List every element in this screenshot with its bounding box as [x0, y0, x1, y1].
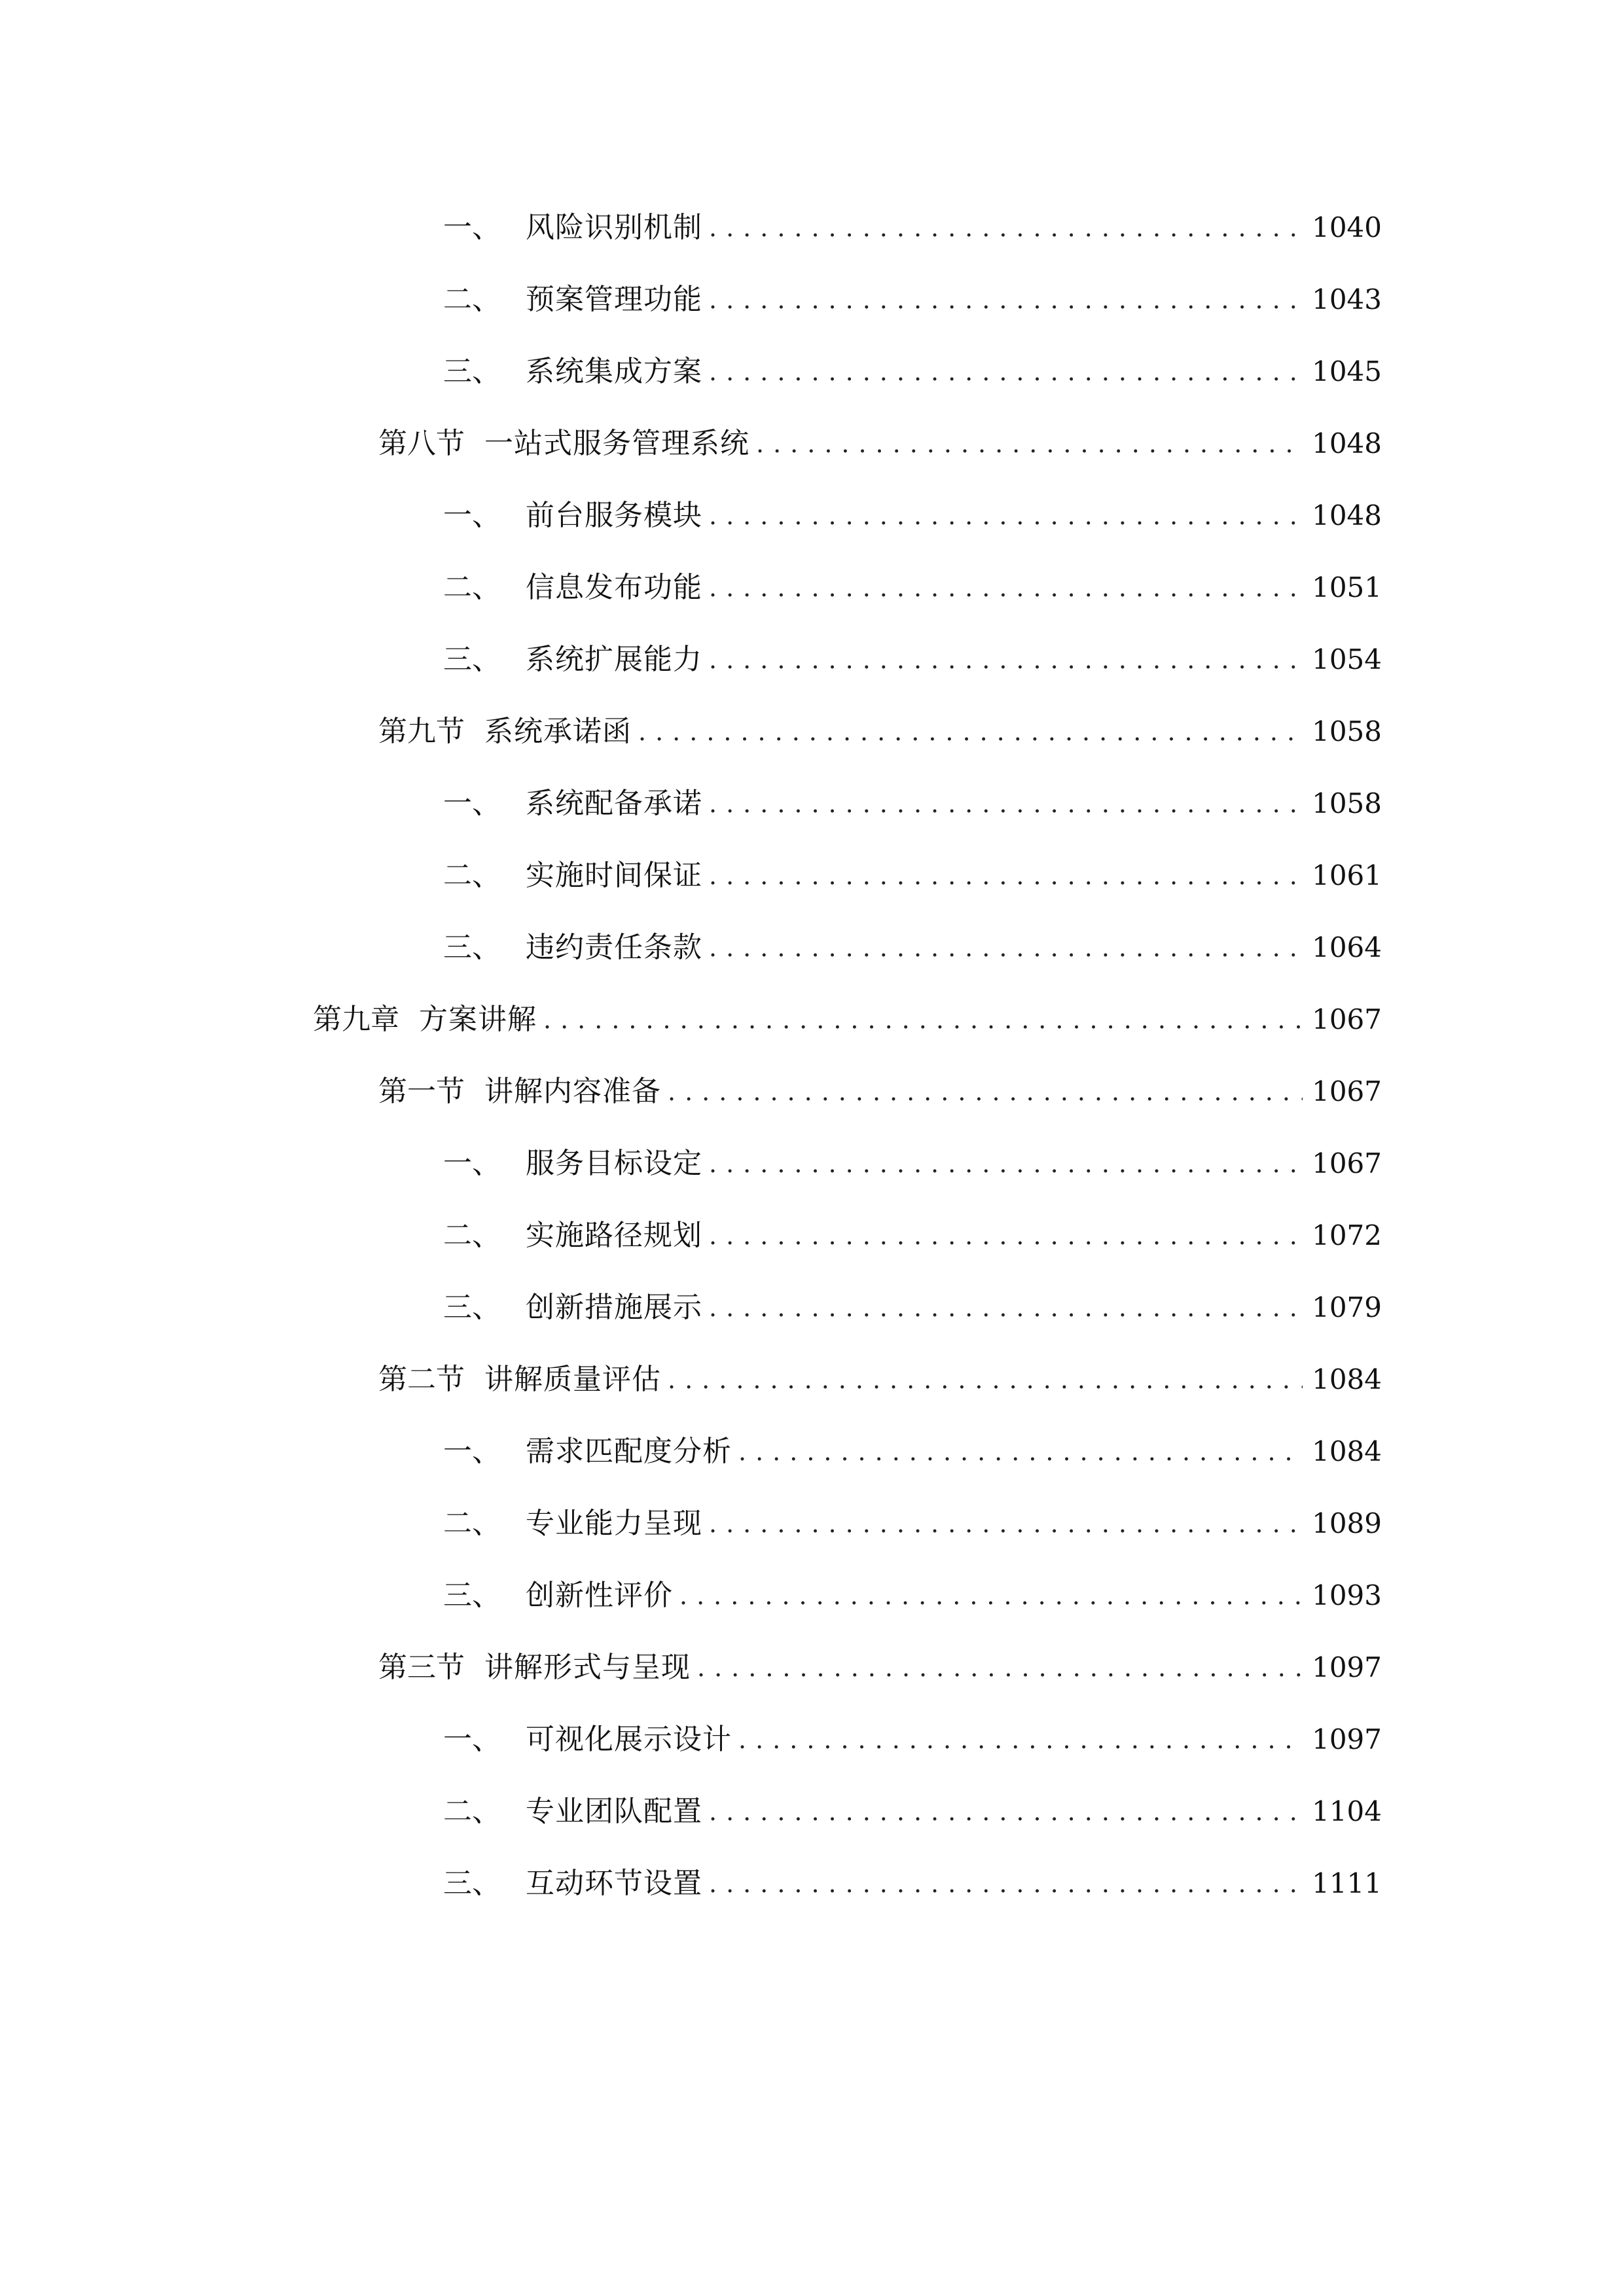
toc-entry-number: 第一节 — [378, 1075, 465, 1108]
toc-entry-page: 1079 — [1312, 1291, 1382, 1323]
toc-entry[interactable] — [443, 1210, 1382, 1262]
toc-entry-number: 第三节 — [378, 1651, 465, 1684]
toc-entry-number: 二、 — [443, 283, 501, 316]
toc-entry[interactable] — [378, 1066, 1382, 1118]
toc-entry-title: 预案管理功能 — [526, 283, 702, 316]
toc-entry-number: 三、 — [443, 1867, 501, 1900]
toc-entry-page: 1072 — [1312, 1219, 1382, 1251]
toc-entry-number: 三、 — [443, 1291, 501, 1324]
toc-entry[interactable] — [443, 1570, 1382, 1622]
toc-entry[interactable] — [378, 706, 1382, 758]
dot-leader — [709, 1210, 1303, 1262]
toc-entry[interactable] — [443, 274, 1382, 326]
dot-leader — [709, 778, 1303, 830]
dot-leader — [709, 202, 1303, 254]
toc-entry-number: 三、 — [443, 355, 501, 388]
toc-entry-number: 第二节 — [378, 1363, 465, 1396]
toc-entry-page: 1043 — [1312, 283, 1382, 315]
dot-leader — [709, 1857, 1303, 1910]
dot-leader — [679, 1570, 1303, 1622]
toc-entry[interactable] — [443, 778, 1382, 830]
toc-entry[interactable] — [443, 202, 1382, 254]
toc-entry-number: 一、 — [443, 499, 501, 532]
toc-entry-number: 三、 — [443, 1579, 501, 1612]
toc-entry-page: 1064 — [1312, 931, 1382, 963]
toc-entry-number: 三、 — [443, 643, 501, 676]
toc-entry-title: 可视化展示设计 — [526, 1723, 732, 1756]
toc-entry-page: 1061 — [1312, 859, 1382, 891]
toc-entry-number: 二、 — [443, 859, 501, 892]
toc-entry[interactable] — [443, 490, 1382, 542]
toc-entry-title: 前台服务模块 — [526, 499, 702, 532]
dot-leader — [738, 1426, 1303, 1478]
toc-entry-page: 1067 — [1312, 1003, 1382, 1035]
toc-entry-title: 互动环节设置 — [526, 1867, 702, 1900]
toc-entry-page: 1067 — [1312, 1147, 1382, 1179]
dot-leader — [709, 562, 1303, 614]
dot-leader — [738, 1713, 1303, 1766]
toc-entry-page: 1045 — [1312, 355, 1382, 387]
toc-entry-page: 1097 — [1312, 1723, 1382, 1755]
toc-entry-title: 专业能力呈现 — [526, 1507, 702, 1540]
toc-entry-number: 二、 — [443, 1795, 501, 1828]
toc-entry-page: 1084 — [1312, 1435, 1382, 1467]
dot-leader — [668, 1354, 1303, 1406]
dot-leader — [709, 1498, 1303, 1550]
toc-entry[interactable] — [443, 346, 1382, 398]
toc-entry-number: 二、 — [443, 1507, 501, 1540]
toc-entry[interactable] — [443, 1857, 1382, 1910]
toc-entry[interactable] — [443, 562, 1382, 614]
toc-entry-title: 讲解形式与呈现 — [484, 1651, 691, 1684]
toc-entry[interactable] — [378, 1641, 1382, 1694]
toc-entry-page: 1093 — [1312, 1579, 1382, 1611]
toc-entry[interactable] — [443, 1282, 1382, 1334]
toc-entry-page: 1051 — [1312, 571, 1382, 603]
toc-entry-number: 二、 — [443, 1219, 501, 1252]
dot-leader — [638, 706, 1303, 758]
toc-entry-page: 1048 — [1312, 499, 1382, 531]
dot-leader — [668, 1066, 1303, 1118]
dot-leader — [543, 994, 1303, 1046]
toc-entry-page: 1054 — [1312, 643, 1382, 675]
toc-entry-title: 一站式服务管理系统 — [484, 427, 749, 460]
toc-entry-title: 风险识别机制 — [526, 211, 702, 244]
toc-entry-page: 1097 — [1312, 1651, 1382, 1683]
toc-entry[interactable] — [443, 1713, 1382, 1766]
toc-entry[interactable] — [378, 1354, 1382, 1406]
toc-entry-number: 一、 — [443, 211, 501, 244]
toc-entry-title: 系统集成方案 — [526, 355, 702, 388]
toc-entry-title: 系统承诺函 — [484, 715, 632, 748]
toc-entry-page: 1058 — [1312, 787, 1382, 819]
toc-entry-page: 1048 — [1312, 427, 1382, 459]
toc-entry-number: 第九章 — [313, 1003, 399, 1036]
toc-entry[interactable] — [378, 418, 1382, 470]
dot-leader — [709, 1138, 1303, 1190]
dot-leader — [756, 418, 1303, 470]
toc-entry-page: 1067 — [1312, 1075, 1382, 1107]
toc-entry-number: 一、 — [443, 1723, 501, 1756]
dot-leader — [709, 850, 1303, 902]
toc-entry-page: 1104 — [1312, 1795, 1382, 1827]
toc-entry-title: 系统配备承诺 — [526, 787, 702, 820]
toc-entry[interactable] — [313, 994, 1382, 1046]
toc-entry-title: 系统扩展能力 — [526, 643, 702, 676]
toc-entry-number: 第九节 — [378, 715, 465, 748]
dot-leader — [709, 274, 1303, 326]
toc-entry-page: 1084 — [1312, 1363, 1382, 1395]
dot-leader — [709, 1785, 1303, 1838]
toc-entry-page: 1111 — [1312, 1867, 1382, 1899]
toc-entry-number: 三、 — [443, 931, 501, 964]
toc-entry-page: 1040 — [1312, 211, 1382, 243]
dot-leader — [709, 346, 1303, 398]
toc-entry-title: 需求匹配度分析 — [526, 1435, 732, 1468]
toc-entry[interactable] — [443, 1426, 1382, 1478]
toc-entry-page: 1089 — [1312, 1507, 1382, 1539]
dot-leader — [709, 634, 1303, 686]
dot-leader — [709, 922, 1303, 974]
toc-entry-title: 专业团队配置 — [526, 1795, 702, 1828]
toc-entry[interactable] — [443, 922, 1382, 974]
toc-entry-title: 讲解质量评估 — [484, 1363, 661, 1396]
toc-entry-title: 讲解内容准备 — [484, 1075, 661, 1108]
toc-entry-title: 信息发布功能 — [526, 571, 702, 604]
dot-leader — [709, 490, 1303, 542]
toc-entry-number: 一、 — [443, 1435, 501, 1468]
toc-entry-number: 一、 — [443, 787, 501, 820]
toc-entry-number: 一、 — [443, 1147, 501, 1180]
toc-entry[interactable] — [443, 1138, 1382, 1190]
toc-entry[interactable] — [443, 634, 1382, 686]
dot-leader — [697, 1641, 1303, 1694]
toc-entry-title: 违约责任条款 — [526, 931, 702, 964]
toc-entry-title: 创新措施展示 — [526, 1291, 702, 1324]
dot-leader — [709, 1282, 1303, 1334]
toc-entry-title: 实施路径规划 — [526, 1219, 702, 1252]
toc-entry[interactable] — [443, 1785, 1382, 1838]
toc-entry-number: 二、 — [443, 571, 501, 604]
toc-entry-title: 方案讲解 — [419, 1003, 537, 1036]
toc-entry-page: 1058 — [1312, 715, 1382, 747]
toc-entry[interactable] — [443, 850, 1382, 902]
toc-entry-title: 创新性评价 — [526, 1579, 673, 1612]
toc-entry-title: 服务目标设定 — [526, 1147, 702, 1180]
toc-entry-number: 第八节 — [378, 427, 465, 460]
toc-entry[interactable] — [443, 1498, 1382, 1550]
toc-entry-title: 实施时间保证 — [526, 859, 702, 892]
